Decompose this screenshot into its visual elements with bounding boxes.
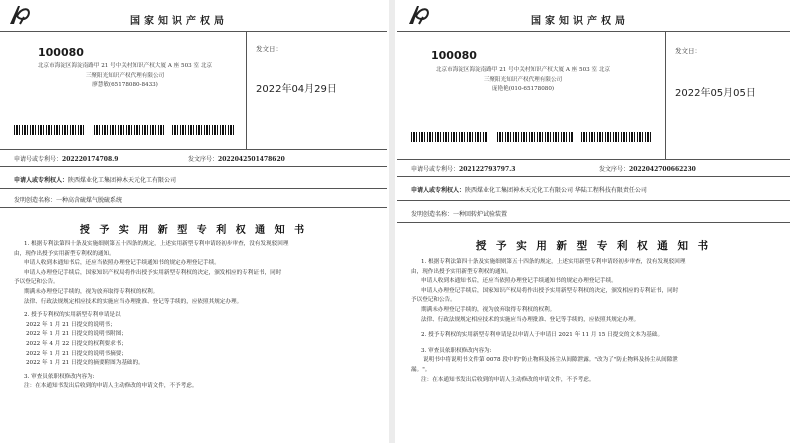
body-line: 期满未办理登记手续的，视为放弃取得专利权的权利。 (421, 306, 556, 313)
mailing-address (403, 66, 643, 95)
body-line: 申请人收到本通知书后，还应当依照办理登记手续通知书的规定办理登记手续。 (24, 260, 220, 267)
cnipa-logo-icon (8, 4, 34, 26)
body-line: 说明书中将说明书文件第 0078 段中的"防止物料及扬尘从间隙泄露。"改为了"防止物料及扬尘从间隙泄 (423, 357, 678, 364)
app-no-label: 申请号或专利号： (14, 156, 63, 163)
address-line: 北京市海淀区海淀南路甲 21 号中关村知识产权大厦 A 座 503 室 北京 (37, 63, 213, 69)
notice-title: 授 予 实 用 新 型 专 利 权 通 知 书 (79, 225, 308, 236)
body-line: 法律、行政法规规定相应技术的实施应当办理批准、登记等手续的，应依照其规定办理。 (24, 298, 243, 305)
cnipa-logo-icon (407, 4, 433, 26)
barcode (14, 125, 86, 135)
body-line: 申请人办理登记手续后，国家知识产权局将作出授予实用新型专利权的决定，颁发相应的专利证书，同时 (421, 287, 679, 294)
notice-body (14, 240, 380, 392)
applicant: 陕西煤业化工集团神木天元化工有限公司 华陆工程科技有限责任公司 (465, 187, 647, 194)
applicant-label: 申请人或专利权人： (14, 177, 69, 184)
invention-label: 发明创造名称： (14, 197, 57, 204)
app-no: 202220174708.9 (62, 156, 119, 163)
issue-date: 2022年05月05日 (675, 88, 756, 99)
app-no: 202122793797.3 (459, 166, 516, 173)
header-divider (0, 31, 387, 32)
body-line: 2. 授予专利权的实用新型专利申请是以 (24, 312, 121, 319)
body-line: 注：在本通知书发出后收到的申请人主动修改的申请文件，不予考虑。 (421, 376, 595, 383)
header-vertical-divider (665, 31, 666, 159)
date-label: 发文日： (256, 45, 282, 53)
section-divider (0, 188, 387, 189)
body-line: 由，现作出授予实用新型专利权的通知。 (411, 268, 512, 275)
section-divider (397, 176, 790, 177)
header-divider (397, 31, 790, 32)
invention-row (411, 209, 507, 218)
invention-name: 一种回转炉试验装置 (453, 211, 508, 218)
office-title: 国家知识产权局 (130, 16, 228, 27)
app-no-label: 申请号或专利号： (411, 166, 460, 173)
serial-number-row (188, 154, 285, 163)
barcode (94, 125, 166, 135)
applicant-row (411, 185, 647, 194)
applicant: 陕西煤业化工集团神木天元化工有限公司 (68, 177, 177, 184)
invention-name: 一种高含硫煤气脱硫系统 (56, 197, 123, 204)
address-line: 三聚阳光知识产权代理有限公司 (85, 72, 165, 79)
serial-label: 发文序号： (188, 156, 219, 163)
serial-label: 发文序号： (599, 166, 630, 173)
left-notice-document (0, 0, 387, 443)
invention-label: 发明创造名称： (411, 211, 454, 218)
body-line: 2022 年 1 月 21 日提交的说明书附图； (26, 331, 127, 338)
body-line: 予以登记和公告。 (411, 297, 456, 304)
notice-title: 授 予 实 用 新 型 专 利 权 通 知 书 (475, 240, 712, 252)
serial-no: 2022042700662230 (629, 166, 696, 173)
address-line: 廖慧敏(65178080-8433) (92, 82, 158, 88)
body-line: 漏。"。 (411, 366, 431, 373)
address-line: 北京市海淀区海淀南路甲 21 号中关村知识产权大厦 A 座 503 室 北京 (435, 67, 611, 73)
postcode: 100080 (431, 49, 477, 62)
body-line: 注：在本通知书发出后收到的申请人主动修改的申请文件，不予考虑。 (24, 383, 198, 390)
address-line: 庞艳艳(010-65178080) (491, 86, 555, 92)
section-divider (0, 149, 387, 150)
body-line: 2022 年 4 月 22 日提交的权利要求书； (26, 340, 127, 347)
document-separator (389, 0, 395, 443)
body-line: 由，现作出授予实用新型专利权的通知。 (14, 250, 115, 257)
body-line: 2022 年 1 月 21 日提交的摘要附图为基础的。 (26, 360, 144, 367)
body-line: 申请人办理登记手续后，国家知识产权局将作出授予实用新型专利权的决定，颁发相应的专利证书，同时 (24, 269, 282, 276)
serial-number-row (599, 164, 696, 173)
office-title: 国家知识产权局 (531, 16, 629, 27)
body-line: 期满未办理登记手续的，视为放弃取得专利权的权利。 (24, 288, 159, 295)
body-line: 3. 审查员依职权修改内容为: (421, 347, 492, 354)
mailing-address (10, 62, 240, 91)
address-line: 三聚阳光知识产权代理有限公司 (483, 76, 563, 83)
body-line: 1. 根据专利法第四十条及实施细则第五十四条的规定，上述实用新型专利申请经初步审查，没有发现驳回理 (421, 259, 686, 265)
header-vertical-divider (246, 31, 247, 149)
body-line: 申请人收到本通知书后，还应当依照办理登记手续通知书的规定办理登记手续。 (421, 278, 617, 285)
barcode (411, 132, 487, 142)
section-divider (0, 166, 387, 167)
body-line: 3. 审查员依职权修改内容为: (24, 373, 95, 380)
body-line: 1. 根据专利法第四十条及实施细则第五十四条的规定，上述实用新型专利申请经初步审查，没有发现驳回理 (24, 241, 289, 247)
body-line: 予以登记和公告。 (14, 279, 59, 286)
serial-no: 2022042501478620 (218, 156, 285, 163)
section-divider (397, 159, 790, 160)
body-line: 2022 年 1 月 21 日提交的说明书； (26, 321, 116, 328)
barcode (172, 125, 234, 135)
body-line: 2. 授予专利权的实用新型专利申请是以申请人于申请日 2021 年 11 月 15 日提交的文本为基础。 (421, 332, 664, 339)
date-label: 发文日： (675, 47, 701, 55)
invention-row (14, 195, 122, 204)
notice-body (411, 258, 783, 385)
body-line: 法律、行政法规规定相应技术的实施应当办理批准、登记等手续的，应依照其规定办理。 (421, 316, 640, 323)
barcode (581, 132, 653, 142)
application-number-row (411, 164, 515, 173)
issue-date: 2022年04月29日 (256, 84, 337, 95)
postcode: 100080 (38, 46, 84, 59)
section-divider (397, 222, 790, 223)
applicant-label: 申请人或专利权人： (411, 187, 466, 194)
right-notice-document (397, 0, 790, 443)
body-line: 2022 年 1 月 21 日提交的说明书摘要； (26, 350, 127, 357)
application-number-row (14, 154, 118, 163)
section-divider (0, 207, 387, 208)
applicant-row (14, 175, 176, 184)
section-divider (397, 200, 790, 201)
barcode (497, 132, 573, 142)
